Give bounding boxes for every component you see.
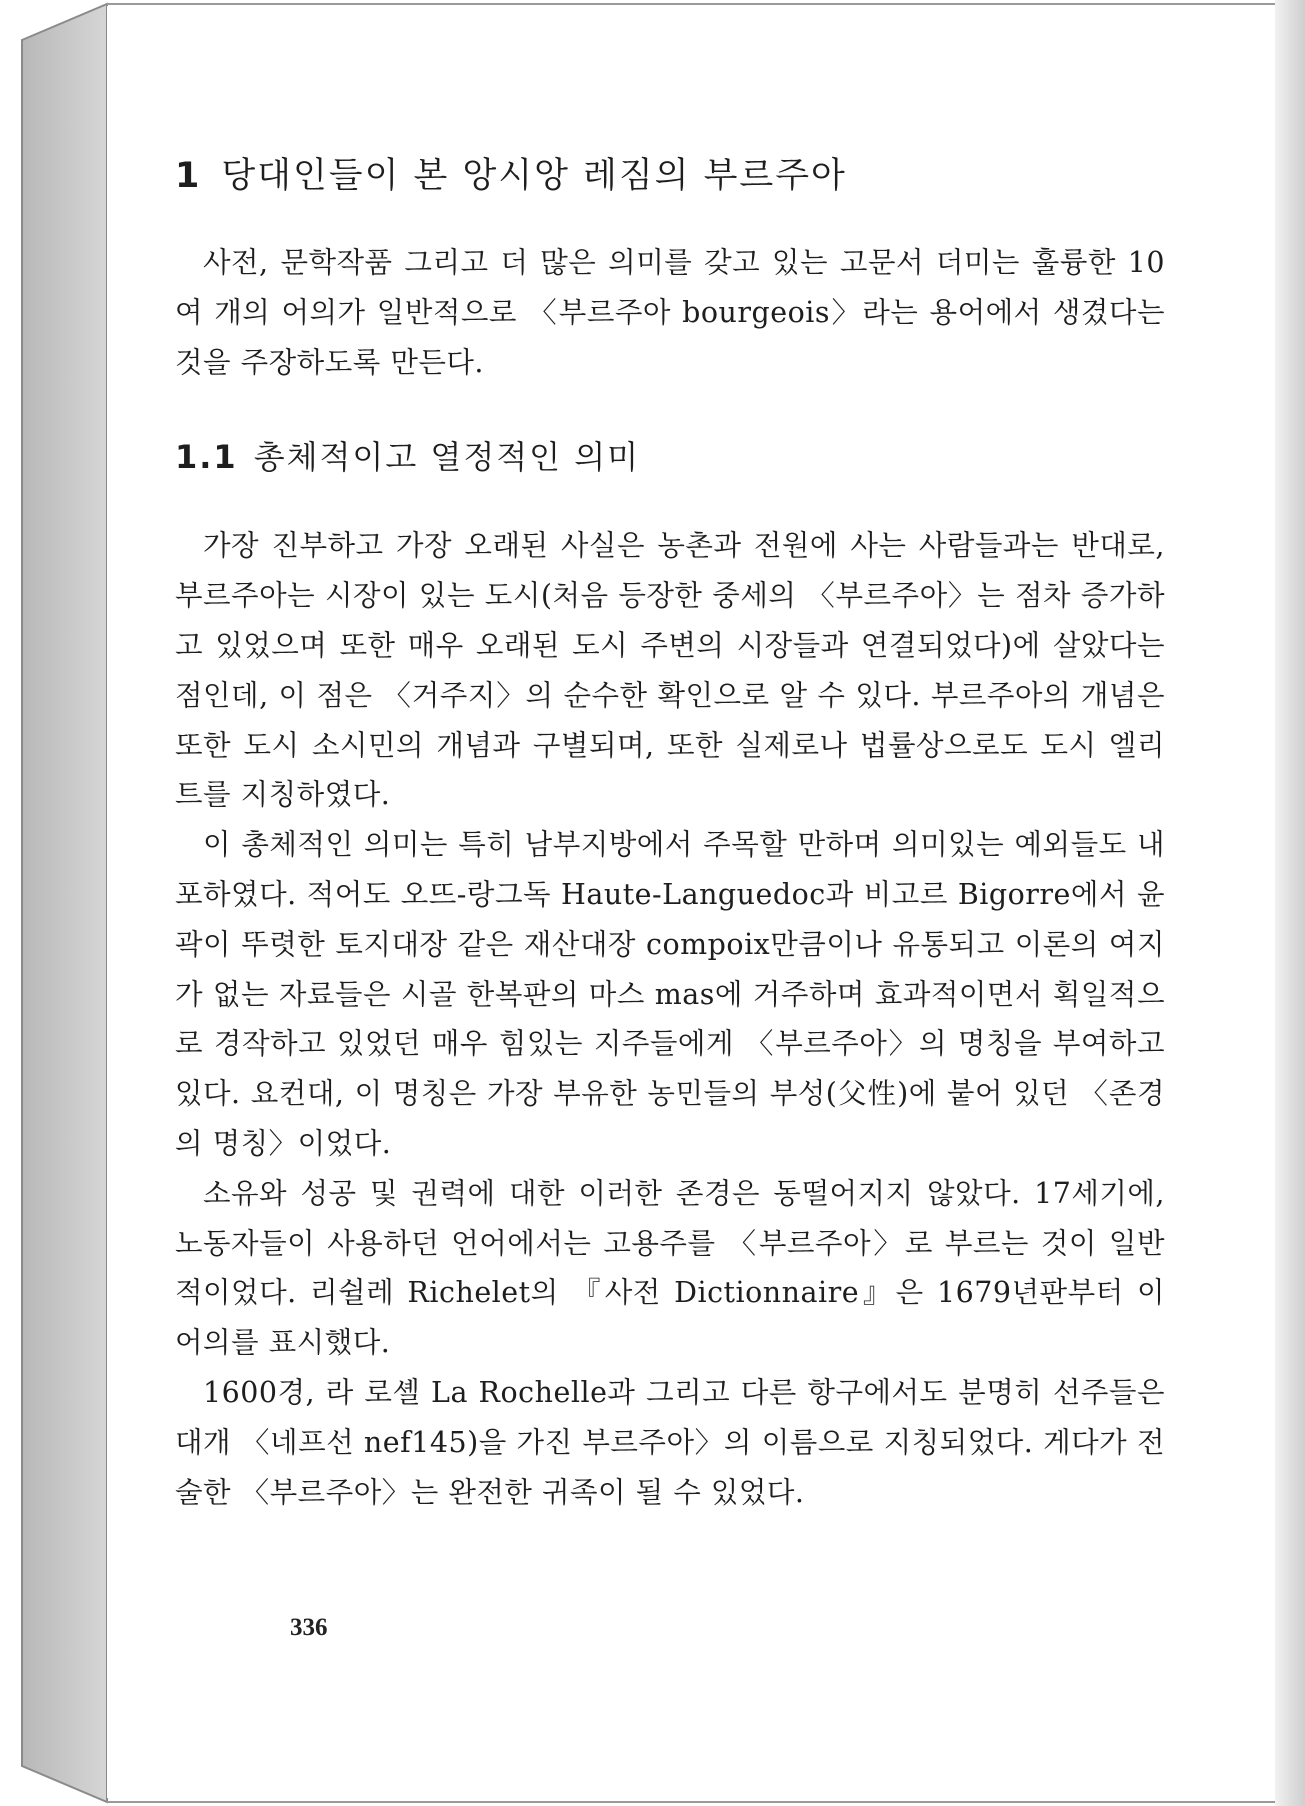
subsection-heading bbox=[175, 433, 1165, 481]
body-paragraph-3: 소유와 성공 및 권력에 대한 이러한 존경은 동떨어지지 않았다. 17세기에, 노동자들이 사용하던 언어에서는 고용주를 〈부르주아〉로 부르는 것이 일반적이었다. 리쉴레 Richelet의 『사전 Dictionnaire』은 1679년판부터 이 어의를 표시했다. bbox=[175, 1176, 1165, 1360]
page-content bbox=[175, 150, 1165, 1517]
body-paragraph-1: 가장 진부하고 가장 오래된 사실은 농촌과 전원에 사는 사람들과는 반대로, 부르주아는 시장이 있는 도시(처음 등장한 중세의 〈부르주아〉는 점차 증가하고 있었으며 또한 매우 오래된 도시 주변의 시장들과 연결되었다)에 살았다는 점인데, 이 점은 〈거주지〉의 순수한 확인으로 알 수 있다. 부르주아의 개념은 또한 도시 소시민의 개념과 구별되며, 또한 실제로나 법률상으로도 도시 엘리트를 지칭하였다. bbox=[175, 529, 1165, 812]
section-heading bbox=[175, 150, 1165, 202]
page-right-shadow bbox=[1275, 0, 1305, 1806]
subsection-number: 1.1 bbox=[175, 438, 238, 477]
body-paragraph-2: 이 총체적인 의미는 특히 남부지방에서 주목할 만하며 의미있는 예외들도 내포하였다. 적어도 오뜨-랑그독 Haute-Languedoc과 비고르 Bigorre에서 윤곽이 뚜렷한 토지대장 같은 재산대장 compoix만큼이나 유통되고 이론의 여지가 없는 자료들은 시골 한복판의 마스 mas에 거주하며 효과적이면서 획일적으로 경작하고 있었던 매우 힘있는 지주들에게 〈부르주아〉의 명칭을 부여하고 있다. 요컨대, 이 명칭은 가장 부유한 농민들의 부성(父性)에 붙어 있던 〈존경의 명칭〉이었다. bbox=[175, 828, 1165, 1160]
intro-paragraph: 사전, 문학작품 그리고 더 많은 의미를 갖고 있는 고문서 더미는 훌륭한 10여 개의 어의가 일반적으로 〈부르주아 bourgeois〉라는 용어에서 생겼다는 것을 주장하도록 만든다. bbox=[175, 246, 1165, 379]
subsection-title: 총체적이고 열정적인 의미 bbox=[253, 438, 641, 477]
page-number: 336 bbox=[290, 1614, 328, 1641]
body-paragraph-4: 1600경, 라 로셸 La Rochelle과 그리고 다른 항구에서도 분명히 선주들은 대개 〈네프선 nef145)을 가진 부르주아〉의 이름으로 지칭되었다. 게다가 전술한 〈부르주아〉는 완전한 귀족이 될 수 있었다. bbox=[175, 1375, 1165, 1509]
section-title: 당대인들이 본 앙시앙 레짐의 부르주아 bbox=[221, 156, 847, 196]
section-number: 1 bbox=[175, 156, 202, 196]
